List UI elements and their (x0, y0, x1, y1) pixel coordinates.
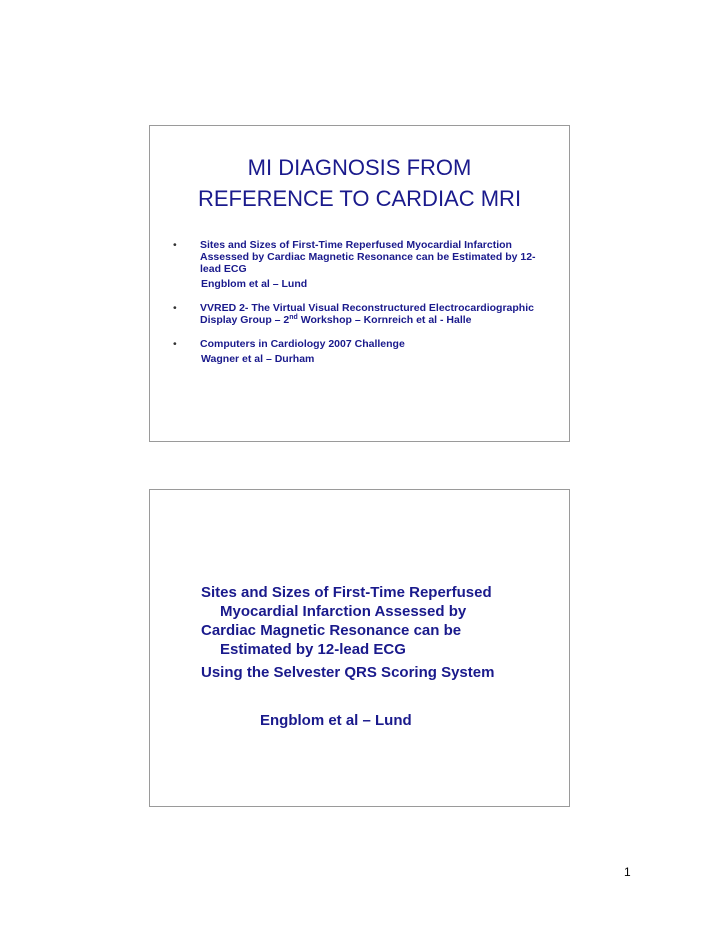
slide-2-line: Myocardial Infarction Assessed by (220, 603, 467, 620)
slide-2-line: Sites and Sizes of First-Time Reperfused (201, 584, 492, 601)
slide-2-line: Cardiac Magnetic Resonance can be (201, 622, 462, 639)
slide-1-title-line-1: MI DIAGNOSIS FROM (247, 155, 472, 180)
bullet-item (170, 302, 555, 326)
slide-2-body (201, 583, 551, 682)
bullet-item (170, 338, 555, 365)
bullet-text: Computers in Cardiology 2007 Challenge (200, 338, 405, 350)
slide-2-line: Estimated by 12-lead ECG (220, 641, 406, 658)
slide-1 (149, 125, 570, 442)
bullet-text: Sites and Sizes of First-Time Reperfused Myocardial Infarction Assessed by Cardiac Magnetic Resonance can be Estimated by 12-lead ECG (200, 239, 536, 275)
bullet-marker: • (173, 338, 177, 350)
page-number: 1 (624, 865, 631, 879)
bullet-text (200, 302, 534, 326)
bullet-text-part: VVRED 2- The Virtual Visual Reconstructured Electrocardiographic Display Group – 2 (200, 302, 534, 326)
bullet-marker: • (173, 302, 177, 314)
bullet-item (170, 239, 555, 290)
slide-2-line: Using the Selvester QRS Scoring System (201, 664, 495, 681)
slide-1-bullet-list (170, 239, 555, 365)
slide-1-title (150, 152, 569, 214)
bullet-marker: • (173, 239, 177, 251)
bullet-subtext: Wagner et al – Durham (201, 353, 315, 365)
slide-1-title-line-2: REFERENCE TO CARDIAC MRI (197, 186, 522, 211)
bullet-subtext: Engblom et al – Lund (201, 278, 308, 290)
slide-2-author: Engblom et al – Lund (260, 712, 412, 729)
slide-2 (149, 489, 570, 807)
bullet-text-part: Workshop – Kornreich et al - Halle (297, 314, 472, 326)
superscript: nd (289, 314, 298, 321)
